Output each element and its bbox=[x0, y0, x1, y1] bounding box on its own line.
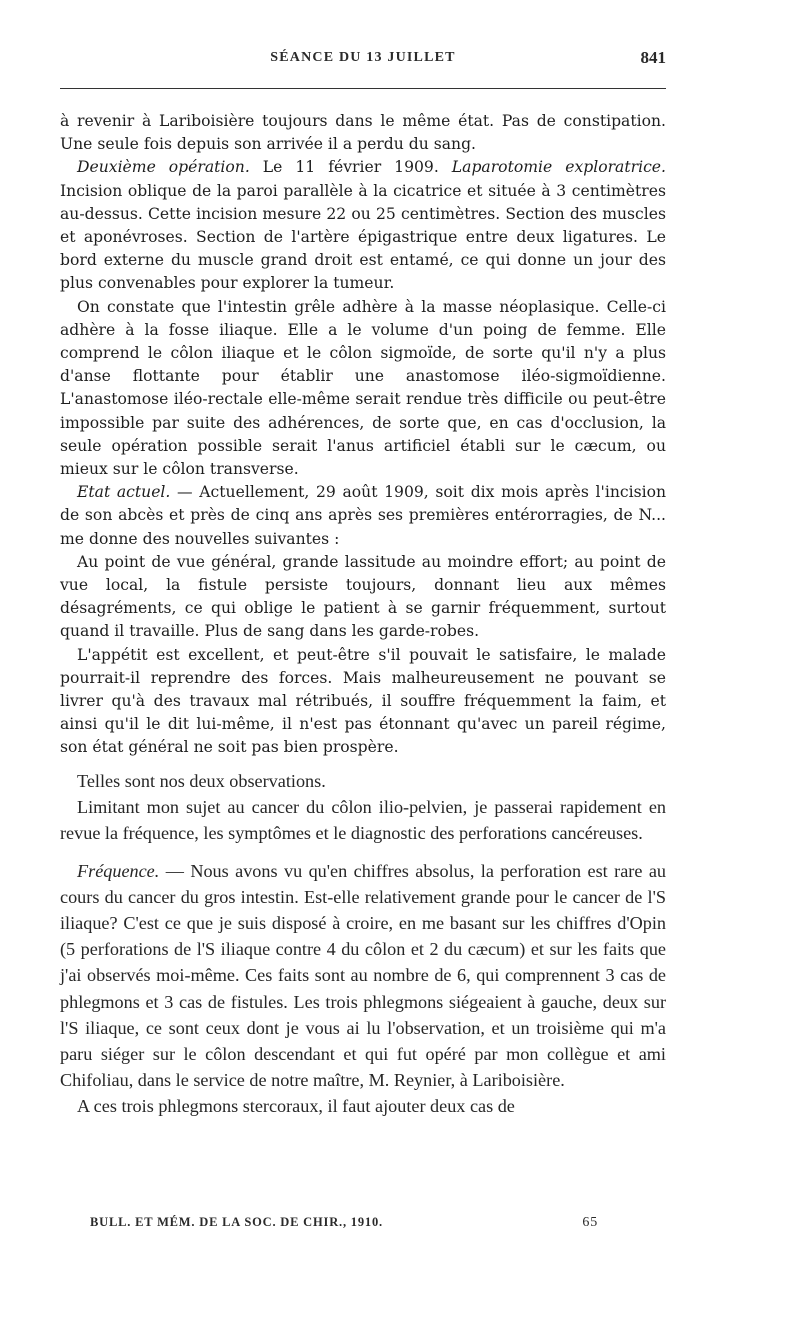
paragraph: On constate que l'intestin grêle adhère à la masse néoplasique. Celle-ci adhère à la fosse iliaque. Elle a le volume d'un poing de femme. Elle comprend le côlon iliaque et le côlon sigmoïde, de sorte qu'il n'y a plus d'anse flottante pour établir une anastomose iléo-sigmoïdienne. L'anastomose iléo-rectale elle-même serait rendue très difficile ou peut-être impossible par suite des adhérences, de sorte que, en cas d'occlusion, la seule opération possible serait l'anus artificiel établi sur le cæcum, ou mieux sur le côlon transverse. bbox=[60, 297, 666, 479]
page-footer bbox=[90, 1215, 598, 1230]
page-number: 841 bbox=[640, 48, 666, 67]
paragraph: à revenir à Lariboisière toujours dans le même état. Pas de constipation. Une seule fois depuis son arrivée il a perdu du sang. bbox=[60, 112, 666, 154]
text-run: — Nous avons vu qu'en chiffres absolus, la perforation est rare au cours du cancer du gros intestin. Est-elle relativement grande pour le cancer de l'S iliaque? C'est ce que je suis disposé à croire, en me basant sur les chiffres d'Opin (5 perforations de l'S iliaque contre 4 du côlon et 2 du cæcum) et sur les faits que j'ai observés moi-même. Ces faits sont au nombre de 6, qui comprennent 3 cas de phlegmons et 3 cas de fistules. Les trois phlegmons siégeaient à gauche, deux sur l'S iliaque, ce sont ceux dont je vous ai lu l'observation, et un troisième qui m'a paru siéger sur le côlon descendant et qui fut opéré par mon collègue et ami Chifoliau, dans le service de notre maître, M. Reynier, à Lariboisière. bbox=[60, 860, 666, 1091]
case-report-text bbox=[60, 110, 666, 760]
page-header bbox=[60, 50, 666, 84]
text-run: Incision oblique de la paroi parallèle à la cicatrice et située à 3 centimètres au-dessus. Cette incision mesure 22 ou 25 centimètres. Section des muscles et aponévroses. Section de l'artère épigastrique entre deux ligatures. Le bord externe du muscle grand droit est entamé, ce qui donne un jour des plus convenables pour explorer la tumeur. bbox=[60, 181, 666, 293]
discussion-text bbox=[60, 768, 666, 1120]
paragraph bbox=[60, 858, 666, 1094]
paragraph: Telles sont nos deux observations. bbox=[77, 771, 326, 791]
running-title: SÉANCE DU 13 JUILLET bbox=[270, 50, 456, 65]
paragraph: Limitant mon sujet au cancer du côlon ilio-pelvien, je passerai rapidement en revue la fréquence, les symptômes et le diagnostic des perforations cancéreuses. bbox=[60, 797, 666, 844]
journal-citation: BULL. ET MÉM. DE LA SOC. DE CHIR., 1910. bbox=[90, 1215, 383, 1229]
paragraph: L'appétit est excellent, et peut-être s'il pouvait le satisfaire, le malade pourrait-il reprendre des forces. Mais malheureusement ne pouvant se livrer qu'à des travaux mal rétribués, il souffre fréquemment la faim, et ainsi qu'il le dit lui-même, il n'est pas étonnant qu'avec un pareil régime, son état général ne soit pas bien prospère. bbox=[60, 645, 666, 757]
signature-mark: 65 bbox=[582, 1215, 598, 1230]
paragraph: A ces trois phlegmons stercoraux, il faut ajouter deux cas de bbox=[77, 1096, 515, 1117]
italic-heading: Etat actuel. bbox=[77, 483, 171, 502]
header-rule bbox=[60, 88, 666, 89]
italic-heading: Fréquence. bbox=[77, 860, 160, 881]
paragraph: Au point de vue général, grande lassitude au moindre effort; au point de vue local, la fistule persiste toujours, donnant lieu aux mêmes désagréments, ce qui oblige le patient à se garnir fréquemment, surtout quand il travaille. Plus de sang dans les garde-robes. bbox=[60, 552, 666, 641]
italic-heading: Laparotomie exploratrice. bbox=[451, 158, 666, 177]
text-run: — Actuellement, 29 août 1909, soit dix mois après l'incision de son abcès et près de cinq ans après ses premières entérorragies, de N... me donne des nouvelles suivantes : bbox=[60, 483, 667, 548]
italic-heading: Deuxième opération. bbox=[77, 158, 250, 177]
text-run: Le 11 février 1909. bbox=[249, 158, 452, 177]
paragraph bbox=[60, 156, 666, 295]
paragraph bbox=[60, 481, 666, 551]
